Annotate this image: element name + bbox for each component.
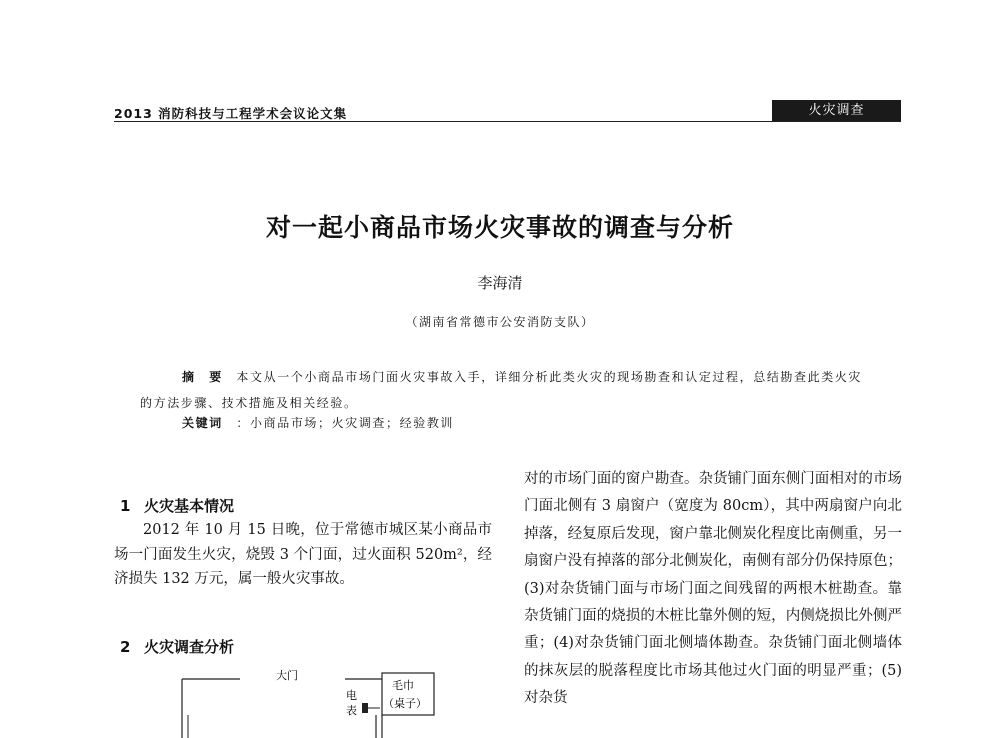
section-2-title: 火灾调查分析: [144, 638, 235, 656]
keywords-text: ：小商品市场；火灾调查；经验教训: [236, 416, 455, 430]
section-1-title: 火灾基本情况: [144, 497, 235, 515]
section-2-number: 2: [120, 638, 131, 656]
fig-meter-label-2: 表: [346, 704, 357, 717]
section-1-paragraph: 2012 年 10 月 15 日晚，位于常德市城区某小商品市场一门面发生火灾，烧毁 3 个门面，过火面积 520m²，经济损失 132 万元，属一般火灾事故。: [114, 522, 492, 587]
fig-meter-label-1: 电: [346, 689, 357, 702]
paper-title: 对一起小商品市场火灾事故的调查与分析: [265, 213, 734, 242]
abstract: [140, 364, 870, 416]
fig-meter-box: [362, 703, 368, 713]
journal-header: 2013 消防科技与工程学术会议论文集: [114, 106, 348, 121]
keywords: [182, 414, 454, 431]
header-rule: [114, 121, 901, 122]
section-1-heading: [120, 495, 234, 516]
abstract-text: 本文从一个小商品市场门面火灾事故入手，详细分析此类火灾的现场勘查和认定过程，总结勘查此类火灾的方法步骤、技术措施及相关经验。: [140, 370, 863, 410]
section-2-heading: [120, 636, 234, 657]
section-1-number: 1: [120, 497, 131, 515]
keywords-label: 关键词: [182, 416, 223, 430]
right-column-text: 对的市场门面的窗户勘查。杂货铺门面东侧门面相对的市场门面北侧有 3 扇窗户（宽度为 80cm），其中两扇窗户向北掉落，经复原后发现，窗户靠北侧炭化程度比南侧重，另一扇窗户没有掉落的部分北侧炭化，南侧有部分仍保持原色；(3)对杂货铺门面与市场门面之间残留的两根木桩勘查。靠杂货铺门面的烧损的木桩比靠外侧的短，内侧烧损比外侧严重；(4)对杂货铺门面北侧墙体勘查。杂货铺门面北侧墙体的抹灰层的脱落程度比市场其他过火门面的明显严重；(5)对杂货: [524, 471, 902, 707]
section-1-body: [114, 518, 492, 592]
author: 李海清: [477, 274, 523, 292]
right-column: [524, 466, 902, 713]
floor-plan-figure: [180, 665, 500, 738]
abstract-label: 摘 要: [182, 370, 223, 384]
fig-box-label-2: （桌子）: [383, 697, 427, 710]
fig-box-label-1: 毛巾: [392, 679, 414, 692]
section-tab: 火灾调查: [772, 100, 901, 122]
affiliation: （湖南省常德市公安消防支队）: [405, 315, 595, 329]
fig-gate-label: 大门: [276, 669, 298, 682]
